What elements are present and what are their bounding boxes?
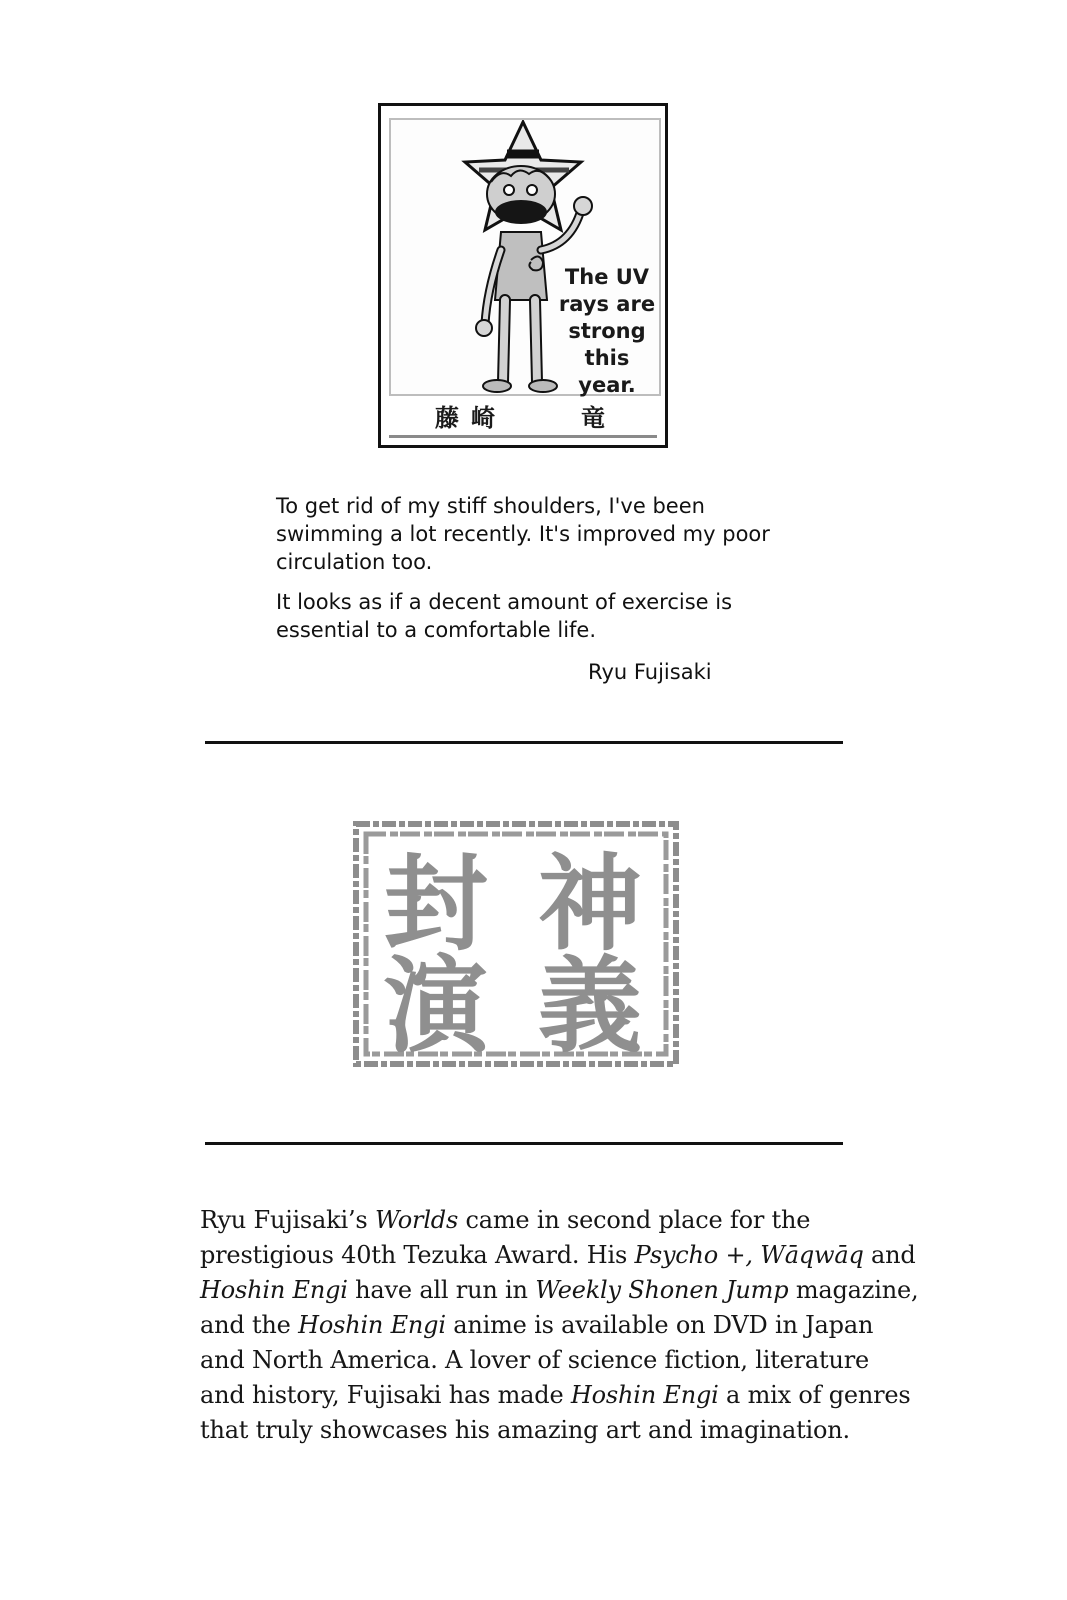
portrait-frame bbox=[389, 118, 661, 396]
divider-top bbox=[205, 741, 843, 744]
signature-char: 崎 bbox=[471, 404, 495, 432]
bio-line: Ryu Fujisaki’s Worlds came in second place for the bbox=[200, 1206, 811, 1234]
author-bio bbox=[200, 1203, 919, 1448]
bio-line: and history, Fujisaki has made Hoshin Engi a mix of genres bbox=[200, 1381, 911, 1409]
bio-line: that truly showcases his amazing art and imagination. bbox=[200, 1416, 850, 1444]
author-portrait-card bbox=[378, 103, 668, 448]
bio-line: and North America. A lover of science fiction, literature bbox=[200, 1346, 869, 1374]
signature-char: 竜 bbox=[581, 404, 605, 432]
bio-line: Hoshin Engi have all run in Weekly Shonen Jump magazine, bbox=[200, 1276, 919, 1304]
comment-author: Ryu Fujisaki bbox=[588, 660, 712, 684]
hoshin-engi-seal-logo bbox=[352, 820, 680, 1068]
body bbox=[495, 232, 547, 300]
comment-paragraph: It looks as if a decent amount of exercise is essential to a comfortable life. bbox=[276, 590, 733, 642]
seal-char: 義 bbox=[537, 945, 643, 1067]
signature-underline bbox=[389, 435, 657, 438]
signature-char: 藤 bbox=[435, 404, 459, 432]
seal-char: 神 bbox=[537, 843, 643, 965]
seal-char: 演 bbox=[383, 945, 489, 1067]
mouth bbox=[495, 200, 547, 224]
bio-line: and the Hoshin Engi anime is available on DVD in Japan bbox=[200, 1311, 874, 1339]
seal-char: 封 bbox=[383, 843, 489, 965]
author-comment bbox=[276, 492, 796, 684]
bio-line: prestigious 40th Tezuka Award. His Psycho +, Wāqwāq and bbox=[200, 1241, 916, 1269]
speech-text: The UV rays are strong this year. bbox=[558, 265, 656, 397]
divider-bottom bbox=[205, 1142, 843, 1145]
comment-paragraph: To get rid of my stiff shoulders, I've been swimming a lot recently. It's improved my poor circulation too. bbox=[276, 494, 770, 574]
